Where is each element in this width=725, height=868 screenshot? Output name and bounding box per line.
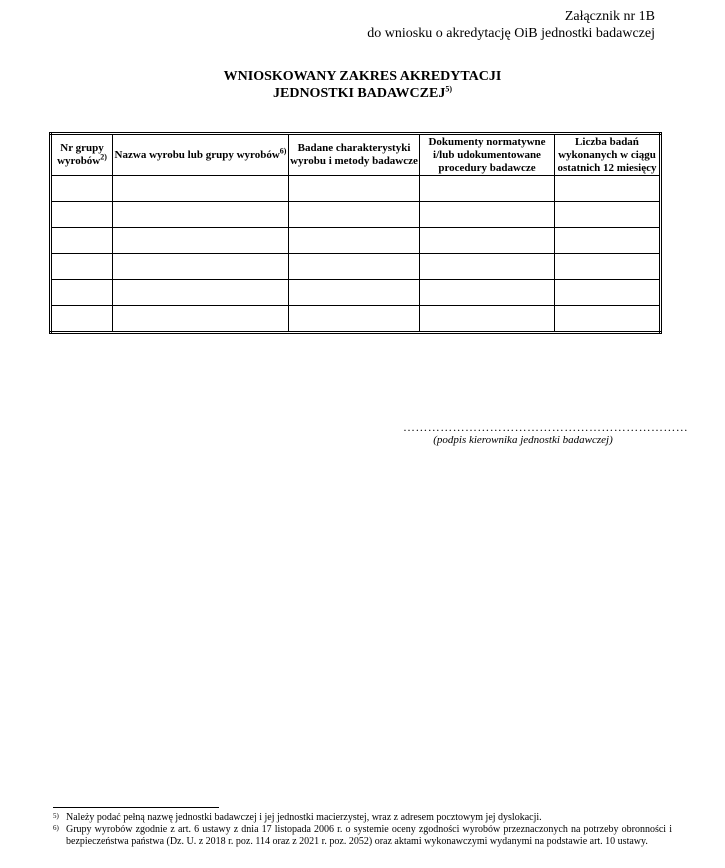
table-cell bbox=[289, 176, 420, 202]
footnote-6 bbox=[53, 824, 672, 848]
table-cell bbox=[555, 254, 661, 280]
table-cell bbox=[289, 202, 420, 228]
table-row bbox=[51, 176, 661, 202]
signature-line: …………………………………………………………… bbox=[403, 420, 689, 434]
table-cell bbox=[420, 228, 555, 254]
table-cell bbox=[555, 280, 661, 306]
table-cell bbox=[555, 176, 661, 202]
table-cell bbox=[289, 280, 420, 306]
table-cell bbox=[420, 306, 555, 333]
footnote-5 bbox=[53, 812, 672, 824]
table-cell bbox=[51, 202, 113, 228]
table-row bbox=[51, 202, 661, 228]
table-cell bbox=[420, 202, 555, 228]
col-header-characteristics bbox=[289, 134, 420, 176]
accreditation-scope-table bbox=[49, 132, 662, 334]
col-header-footnote-ref: 2) bbox=[100, 152, 107, 162]
table-row bbox=[51, 228, 661, 254]
col-header-normative-docs bbox=[420, 134, 555, 176]
table-cell bbox=[113, 254, 289, 280]
table-cell bbox=[420, 176, 555, 202]
table-row bbox=[51, 280, 661, 306]
table-cell bbox=[289, 306, 420, 333]
col-header-label: Dokumenty normatywne i/lub udokumentowane procedury badawcze bbox=[428, 135, 546, 174]
col-header-footnote-ref: 6) bbox=[279, 145, 287, 155]
table-cell bbox=[113, 306, 289, 333]
footnote-text: Należy podać pełną nazwę jednostki badawczej i jej jednostki macierzystej, wraz z adresem pocztowym jej dyslokacji. bbox=[66, 812, 542, 823]
footnote-mark: 5) bbox=[53, 812, 59, 820]
table-cell bbox=[289, 228, 420, 254]
table-cell bbox=[51, 254, 113, 280]
document-title bbox=[0, 68, 725, 102]
col-header-label: Nr grupy wyrobów bbox=[57, 142, 104, 167]
title-footnote-ref: 5) bbox=[445, 84, 452, 94]
col-header-label: Badane charakterystyki wyrobu i metody badawcze bbox=[290, 142, 418, 167]
table-cell bbox=[289, 254, 420, 280]
table-cell bbox=[51, 228, 113, 254]
col-header-label: Nazwa wyrobu lub grupy wyrobów bbox=[114, 148, 280, 161]
table-cell bbox=[113, 280, 289, 306]
table-body bbox=[51, 176, 661, 333]
title-line-2-text: JEDNOSTKI BADAWCZEJ bbox=[273, 86, 446, 101]
col-header-group-no bbox=[51, 134, 113, 176]
col-header-test-count bbox=[555, 134, 661, 176]
table-cell bbox=[555, 306, 661, 333]
table-row bbox=[51, 306, 661, 333]
table-header-row bbox=[51, 134, 661, 176]
table-cell bbox=[51, 306, 113, 333]
table-row bbox=[51, 254, 661, 280]
table-cell bbox=[555, 202, 661, 228]
col-header-label: Liczba badań wykonanych w ciągu ostatnich 12 miesięcy bbox=[557, 135, 657, 174]
attachment-description: do wniosku o akredytację OiB jednostki badawczej bbox=[367, 26, 655, 41]
attachment-number: Załącznik nr 1B bbox=[564, 9, 655, 24]
title-line-1: WNIOSKOWANY ZAKRES AKREDYTACJI bbox=[223, 69, 502, 84]
table-cell bbox=[113, 228, 289, 254]
table-cell bbox=[555, 228, 661, 254]
table-cell bbox=[420, 254, 555, 280]
footnotes bbox=[53, 812, 672, 848]
title-line-2 bbox=[0, 85, 725, 102]
col-header-product-name bbox=[113, 134, 289, 176]
table-cell bbox=[113, 176, 289, 202]
footnote-mark: 6) bbox=[53, 824, 59, 832]
table-cell bbox=[113, 202, 289, 228]
table-cell bbox=[51, 280, 113, 306]
table-cell bbox=[51, 176, 113, 202]
attachment-header bbox=[367, 8, 655, 42]
footnote-separator bbox=[53, 807, 219, 808]
signature-caption: (podpis kierownika jednostki badawczej) bbox=[433, 434, 613, 446]
table-cell bbox=[420, 280, 555, 306]
footnote-text: Grupy wyrobów zgodnie z art. 6 ustawy z dnia 17 listopada 2006 r. o systemie oceny zgodności wyrobów przeznaczonych na potrzeby obronności i bezpieczeństwa państwa (Dz. U. z 2018 r. poz. 114 oraz z 2021 r. poz. 2052) oraz aktami wykonawczymi wydanymi na podstawie art. 10 ustawy. bbox=[66, 824, 672, 847]
